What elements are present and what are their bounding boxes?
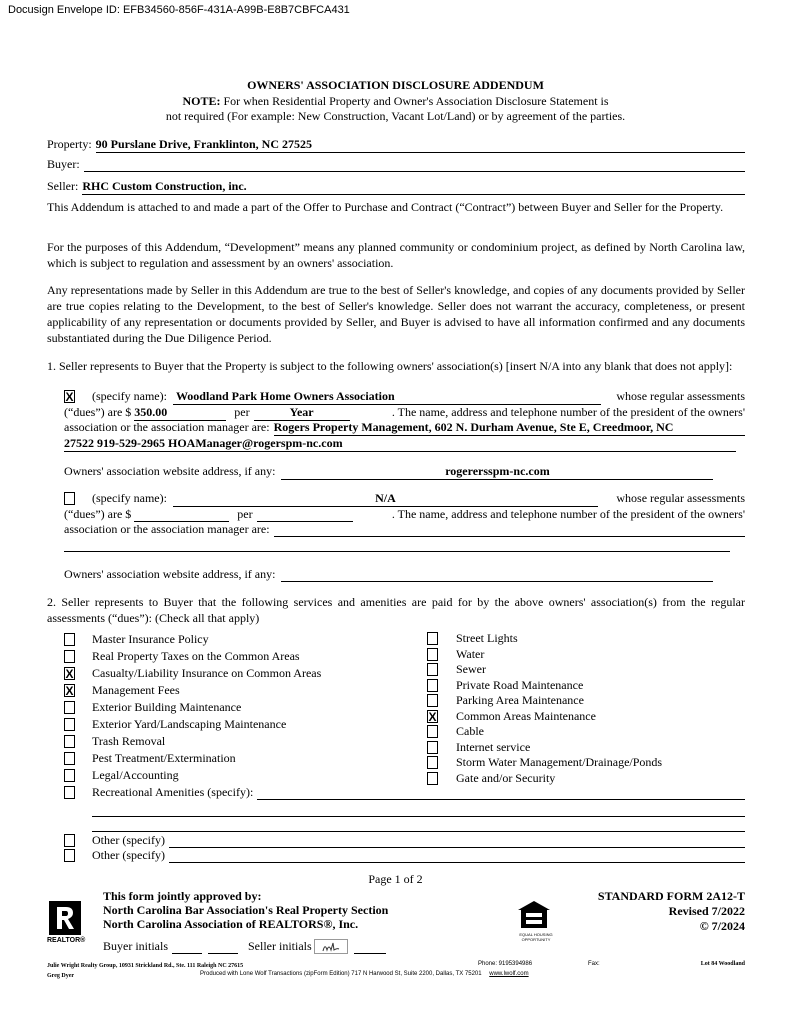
service-right-checkbox-4[interactable] bbox=[427, 694, 438, 707]
other1-field[interactable] bbox=[169, 833, 745, 848]
assoc2-manager-field[interactable] bbox=[274, 522, 745, 537]
equal-housing-text: EQUAL HOUSING OPPORTUNITY bbox=[519, 932, 553, 942]
seller-field[interactable]: RHC Custom Construction, inc. bbox=[82, 179, 745, 195]
assoc1-dues-row: (“dues”) are $ 350.00 per Year . The name, address and telephone number of the president of the owners' bbox=[64, 405, 745, 419]
assoc1-website-row: Owners' association website address, if any: rogerersspm-nc.com bbox=[64, 464, 736, 480]
service-right-label-8: Storm Water Management/Drainage/Ponds bbox=[456, 755, 663, 769]
service-right-label-9: Gate and/or Security bbox=[456, 770, 556, 785]
service-right-checkbox-5[interactable]: X bbox=[428, 709, 437, 724]
other1-checkbox[interactable] bbox=[64, 834, 75, 847]
page-number: Page 1 of 2 bbox=[368, 872, 423, 886]
service-left-checkbox-8[interactable] bbox=[64, 769, 75, 782]
equal-housing-icon bbox=[515, 900, 553, 936]
service-right-label-0: Street Lights bbox=[456, 631, 518, 645]
service-right-label-4: Parking Area Maintenance bbox=[456, 693, 584, 707]
note: NOTE: For when Residential Property and Owner's Association Disclosure Statement is not required (For example: New Construction, Vacant Lot/Land) or by agreement of the parties. bbox=[165, 94, 626, 123]
initials-row: Buyer initials Seller initials bbox=[103, 939, 386, 954]
assoc2-dues-field[interactable] bbox=[134, 507, 229, 522]
other2-row: Other (specify) bbox=[92, 848, 745, 863]
seller-row: Seller: RHC Custom Construction, inc. bbox=[47, 179, 745, 195]
assoc2-checkbox[interactable] bbox=[64, 492, 75, 505]
service-left-label-8: Legal/Accounting bbox=[92, 768, 179, 782]
approval-block: This form jointly approved by: North Carolina Bar Association's Real Property Section North Carolina Association of REALTORS®, Inc. bbox=[103, 889, 389, 931]
addendum-paragraph: This Addendum is attached to and made a part of the Offer to Purchase and Contract (“Contract”) between Buyer and Seller for the Property. bbox=[47, 200, 724, 214]
assoc2-period-field[interactable] bbox=[257, 507, 353, 522]
other2-field[interactable] bbox=[169, 848, 745, 863]
recreational-checkbox[interactable] bbox=[64, 786, 75, 799]
assoc1-website-field[interactable]: rogerersspm-nc.com bbox=[281, 464, 713, 480]
service-left-label-2: Casualty/Liability Insurance on Common Areas bbox=[92, 666, 322, 680]
lot-reference: Lot 84 Woodland bbox=[700, 961, 745, 967]
item-1: 1. Seller represents to Buyer that the Property is subject to the following owners' association(s) [insert N/A into any blank that does not apply]: bbox=[47, 359, 733, 373]
seller-initials-signature bbox=[315, 940, 345, 953]
produced-with: Produced with Lone Wolf Transactions (zipForm Edition) 717 N Harwood St, Suite 2200, Dallas, TX 75201 www.lwolf.com bbox=[200, 971, 529, 977]
assoc1-name-field[interactable]: Woodland Park Home Owners Association bbox=[173, 389, 601, 405]
service-right-label-1: Water bbox=[456, 646, 485, 661]
assoc2-name-field[interactable]: N/A bbox=[173, 491, 598, 507]
service-left-checkbox-5[interactable] bbox=[64, 718, 75, 731]
service-right-checkbox-1[interactable] bbox=[427, 648, 438, 661]
other2-checkbox[interactable] bbox=[64, 849, 75, 862]
assoc1-manager-line2 bbox=[64, 436, 736, 452]
service-left-label-6: Trash Removal bbox=[92, 734, 166, 748]
service-left-label-0: Master Insurance Policy bbox=[92, 632, 209, 646]
service-right-label-2: Sewer bbox=[456, 662, 486, 676]
phone: Phone: 9195394986 bbox=[478, 961, 533, 967]
development-paragraph: For the purposes of this Addendum, “Development” means any planned community or condominium project, as defined by North Carolina law, which is subject to regulation and assessment by an owners' association. bbox=[47, 240, 745, 270]
service-right-label-3: Private Road Maintenance bbox=[456, 677, 584, 692]
service-left-label-5: Exterior Yard/Landscaping Maintenance bbox=[92, 717, 287, 731]
other1-row: Other (specify) bbox=[92, 833, 745, 848]
assoc2-manager-line2[interactable] bbox=[64, 550, 730, 552]
service-right-checkbox-0[interactable] bbox=[427, 632, 438, 645]
buyer-initial-1[interactable] bbox=[172, 940, 202, 954]
assoc1-dues-field[interactable]: 350.00 bbox=[134, 405, 226, 421]
envelope-id: Docusign Envelope ID: EFB34560-856F-431A-A99B-E8B7CBFCA431 bbox=[8, 4, 350, 16]
assoc2-manager-row: association or the association manager are: bbox=[64, 522, 745, 537]
realtor-logo bbox=[48, 900, 82, 936]
property-row: Property: 90 Purslane Drive, Franklinton, NC 27525 bbox=[47, 137, 745, 153]
service-left-checkbox-4[interactable] bbox=[64, 701, 75, 714]
assoc1-manager-row: association or the association manager are: Rogers Property Management, 602 N. Durham Avenue, Ste E, Creedmoor, NC bbox=[64, 420, 745, 436]
service-right-checkbox-6[interactable] bbox=[427, 725, 438, 738]
service-right-checkbox-9[interactable] bbox=[427, 772, 438, 785]
seller-initial-2[interactable] bbox=[354, 940, 386, 954]
assoc2-dues-row: (“dues”) are $ per . The name, address and telephone number of the president of the owners' bbox=[64, 507, 745, 521]
buyer-field[interactable] bbox=[84, 157, 745, 172]
realtor-logo-text: REALTOR® bbox=[47, 937, 86, 944]
service-right-checkbox-8[interactable] bbox=[427, 756, 438, 769]
service-left-label-4: Exterior Building Maintenance bbox=[92, 700, 242, 714]
service-right-checkbox-3[interactable] bbox=[427, 679, 438, 692]
service-left-checkbox-0[interactable] bbox=[64, 633, 75, 646]
buyer-initial-2[interactable] bbox=[208, 940, 238, 954]
recreational-field[interactable] bbox=[257, 785, 745, 800]
brokerage-block: Julie Wright Realty Group, 10931 Strickland Rd., Ste. 111 Raleigh NC 27615 Greg Dyer bbox=[47, 963, 244, 979]
service-right-label-5: Common Areas Maintenance bbox=[456, 708, 596, 723]
service-right-label-6: Cable bbox=[456, 724, 484, 738]
service-left-checkbox-1[interactable] bbox=[64, 650, 75, 663]
service-left-label-7: Pest Treatment/Extermination bbox=[92, 751, 236, 765]
service-left-label-1: Real Property Taxes on the Common Areas bbox=[92, 649, 300, 663]
assoc1-name-row: (specify name): Woodland Park Home Owners Association whose regular assessments bbox=[92, 389, 745, 403]
lwolf-link[interactable]: www.lwolf.com bbox=[489, 971, 529, 977]
recreational-row: Recreational Amenities (specify): bbox=[92, 785, 745, 800]
recreational-line-3[interactable] bbox=[92, 830, 745, 832]
recreational-line-2[interactable] bbox=[92, 815, 745, 817]
assoc2-website-row: Owners' association website address, if any: bbox=[64, 567, 736, 582]
assoc1-checkbox[interactable]: X bbox=[65, 390, 74, 404]
document-title: OWNERS' ASSOCIATION DISCLOSURE ADDENDUM bbox=[247, 78, 544, 92]
property-field[interactable]: 90 Purslane Drive, Franklinton, NC 27525 bbox=[96, 137, 745, 153]
assoc1-manager-field[interactable]: Rogers Property Management, 602 N. Durham Avenue, Ste E, Creedmoor, NC bbox=[274, 420, 745, 436]
service-left-checkbox-7[interactable] bbox=[64, 752, 75, 765]
assoc1-manager-line2-field[interactable]: 27522 919-529-2965 HOAManager@rogerspm-nc.com bbox=[64, 436, 736, 452]
item-2: 2. Seller represents to Buyer that the following services and amenities are paid for by the above owners' association(s) from the regular assessments (“dues”): (Check all that apply) bbox=[47, 595, 745, 625]
representations-paragraph: Any representations made by Seller in this Addendum are true to the best of Seller's knowledge, and copies of any documents provided by Seller are true copies relating to the Development, to the best of Seller's knowledge. Seller does not warrant the accuracy, completeness, or present applicability of any representation or documents provided by Seller, and Buyer is advised to have all information confirmed and any documents substantiated during the Due Diligence Period. bbox=[47, 283, 745, 345]
fax: Fax: bbox=[588, 961, 600, 967]
seller-initial-1[interactable] bbox=[314, 939, 348, 954]
service-right-label-7: Internet service bbox=[456, 739, 531, 754]
service-left-checkbox-3[interactable]: X bbox=[65, 684, 74, 698]
form-id-block: STANDARD FORM 2A12-T Revised 7/2022 © 7/2024 bbox=[597, 889, 745, 933]
service-left-label-3: Management Fees bbox=[92, 683, 180, 697]
service-left-checkbox-2[interactable]: X bbox=[65, 667, 74, 681]
assoc1-period-field[interactable]: Year bbox=[254, 405, 350, 421]
assoc2-website-field[interactable] bbox=[281, 567, 713, 582]
assoc2-name-row: (specify name): N/A whose regular assessments bbox=[92, 491, 745, 505]
service-right-checkbox-7[interactable] bbox=[427, 741, 438, 754]
service-right-checkbox-2[interactable] bbox=[427, 663, 438, 676]
service-left-checkbox-6[interactable] bbox=[64, 735, 75, 748]
buyer-row: Buyer: bbox=[47, 157, 745, 172]
